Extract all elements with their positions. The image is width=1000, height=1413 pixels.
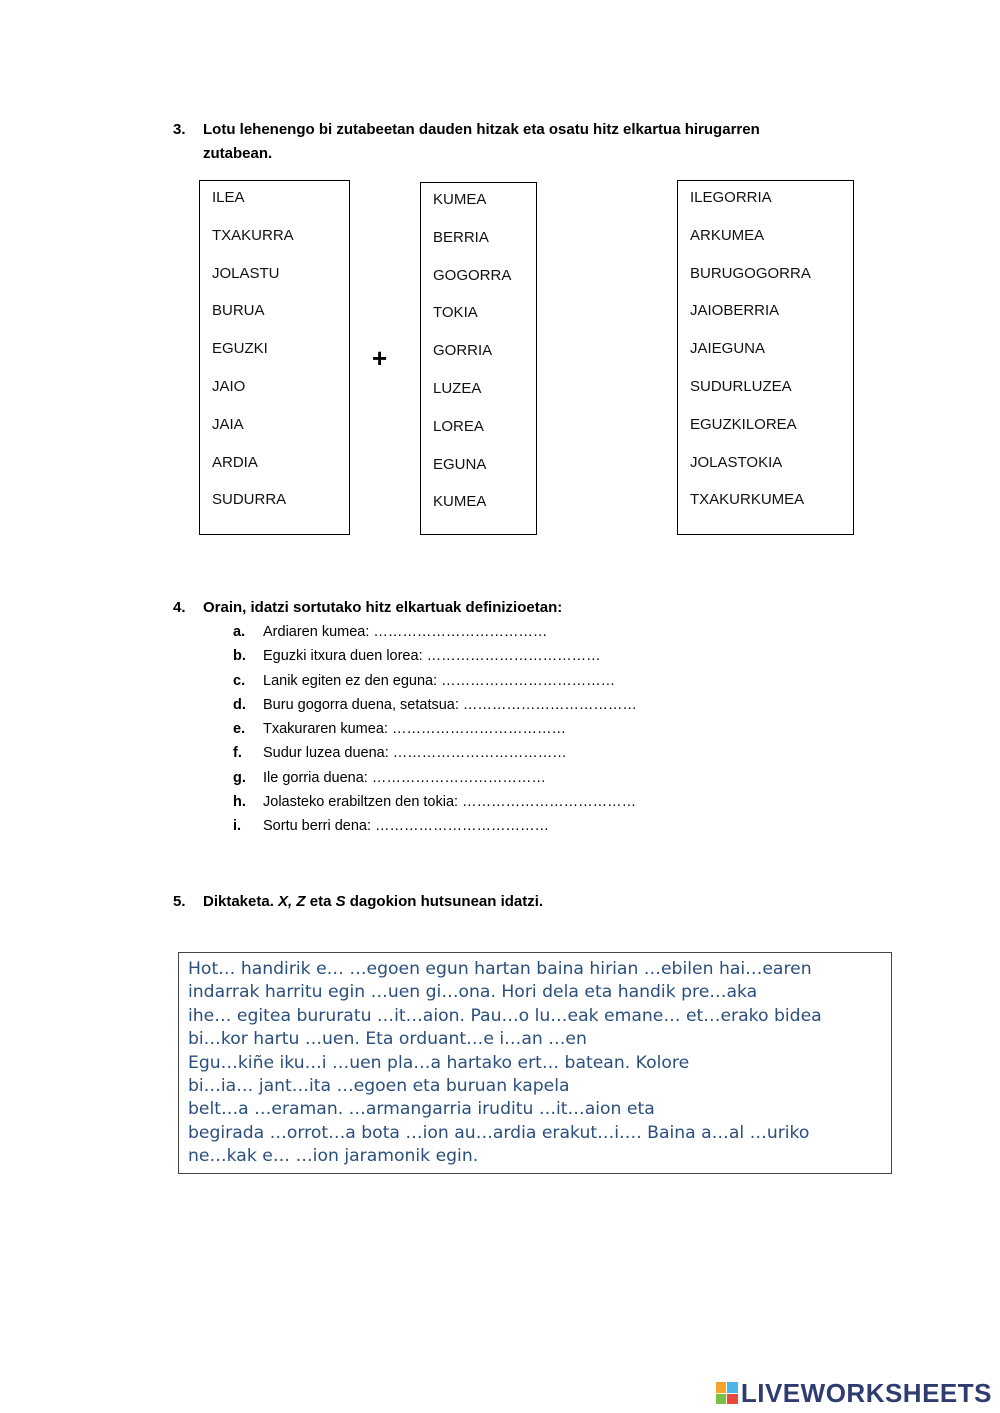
word-item: ARDIA bbox=[212, 453, 258, 471]
definition-text: Jolasteko erabiltzen den tokia: ……………………………… bbox=[263, 794, 637, 811]
word-item: LUZEA bbox=[433, 380, 482, 397]
definition-letter: a. bbox=[233, 624, 246, 640]
word-item: ARKUMEA bbox=[690, 226, 765, 244]
definition-item bbox=[233, 741, 637, 765]
definition-item bbox=[233, 620, 637, 644]
word-item: EGUZKI bbox=[212, 340, 268, 358]
definition-text: Lanik egiten ez den eguna: ……………………………… bbox=[263, 672, 616, 689]
word-item: JOLASTOKIA bbox=[690, 453, 783, 471]
dictation-line: ne…kak e… …ion jaramonik egin. bbox=[188, 1146, 479, 1167]
word-item: BURUA bbox=[212, 302, 265, 320]
dictation-line: indarrak harritu egin …uen gi…ona. Hori dela eta handik pre…aka bbox=[188, 982, 758, 1003]
question-text: Lotu lehenengo bi zutabeetan dauden hitzak eta osatu hitz elkartua hirugarren bbox=[203, 121, 760, 138]
word-column-second bbox=[420, 182, 537, 535]
word-item: TOKIA bbox=[433, 304, 478, 322]
logo-mark-square bbox=[727, 1394, 738, 1405]
definition-text: Ile gorria duena: ……………………………… bbox=[263, 769, 546, 786]
word-item: EGUZKILOREA bbox=[690, 415, 797, 433]
word-item: JAIA bbox=[212, 415, 244, 433]
definition-letter: f. bbox=[233, 745, 242, 762]
word-item: SUDURLUZEA bbox=[690, 378, 792, 395]
question-text: Diktaketa. X, Z eta S dagokion hutsunean idatzi. bbox=[203, 893, 544, 910]
word-item: JAIEGUNA bbox=[690, 340, 766, 358]
definition-letter: c. bbox=[233, 672, 246, 689]
word-item: TXAKURRA bbox=[212, 226, 294, 244]
plus-sign: + bbox=[372, 343, 388, 373]
definition-item bbox=[233, 790, 637, 814]
dictation-line: ihe… egitea bururatu …it…aion. Pau…o lu…eak emane… et…erako bidea bbox=[188, 1005, 822, 1026]
word-item: BERRIA bbox=[433, 228, 489, 246]
logo-text: LIVEWORKSHEETS bbox=[740, 1377, 992, 1408]
logo-mark-square bbox=[716, 1394, 727, 1405]
definition-item bbox=[233, 766, 637, 790]
dictation-line: Egu…kiñe iku…i …uen pla…a hartako ert… batean. Kolore bbox=[188, 1052, 690, 1073]
word-item: JAIO bbox=[212, 378, 246, 395]
word-item: TXAKURKUMEA bbox=[690, 491, 805, 509]
liveworksheets-logo bbox=[716, 1378, 992, 1408]
word-item: ILEGORRIA bbox=[690, 189, 772, 206]
definition-letter: i. bbox=[233, 818, 242, 835]
dictation-text-box bbox=[178, 952, 892, 1174]
word-item: KUMEA bbox=[433, 493, 487, 511]
dictation-line: belt…a …eraman. …armangarria iruditu …it…aion eta bbox=[188, 1099, 655, 1120]
word-item: SUDURRA bbox=[212, 491, 287, 509]
definition-letter: h. bbox=[233, 794, 246, 811]
word-column-compound bbox=[677, 180, 854, 535]
definition-item bbox=[233, 669, 637, 693]
definition-text: Buru gogorra duena, setatsua: ……………………………… bbox=[263, 696, 637, 713]
question-5-heading bbox=[173, 890, 773, 914]
definition-item bbox=[233, 717, 637, 741]
definition-letter: g. bbox=[233, 769, 246, 786]
definition-letter: b. bbox=[233, 648, 246, 665]
definition-text: Sudur luzea duena: ……………………………… bbox=[263, 745, 567, 762]
definition-text: Ardiaren kumea: ……………………………… bbox=[263, 624, 548, 640]
dictation-line: Hot… handirik e… …egoen egun hartan baina hirian …ebilen hai…earen bbox=[188, 959, 812, 979]
word-item: JAIOBERRIA bbox=[690, 302, 780, 320]
definition-text: Sortu berri dena: ……………………………… bbox=[263, 818, 550, 835]
question-number: 5. bbox=[173, 893, 186, 910]
definition-letter: e. bbox=[233, 721, 246, 738]
question-text: Orain, idatzi sortutako hitz elkartuak definizioetan: bbox=[203, 599, 563, 616]
word-item: GORRIA bbox=[433, 342, 493, 360]
definition-item bbox=[233, 644, 637, 668]
word-item: JOLASTU bbox=[212, 264, 280, 282]
dictation-line: begirada …orrot…a bota …ion au…ardia erakut…i…. Baina a…al …uriko bbox=[188, 1122, 810, 1143]
question-text-continued: zutabean. bbox=[203, 145, 273, 162]
definition-letter: d. bbox=[233, 696, 246, 713]
dictation-line: bi…ia… jant…ita …egoen eta buruan kapela bbox=[188, 1076, 570, 1097]
word-column-first bbox=[199, 180, 350, 535]
definition-text: Txakuraren kumea: ……………………………… bbox=[263, 721, 566, 738]
definition-item bbox=[233, 814, 637, 838]
logo-mark-square bbox=[716, 1382, 727, 1393]
logo-mark-square bbox=[727, 1382, 738, 1393]
word-item: ILEA bbox=[212, 189, 245, 206]
word-item: EGUNA bbox=[433, 455, 487, 473]
definitions-list bbox=[233, 620, 637, 839]
logo-mark-icon bbox=[716, 1382, 738, 1404]
question-number: 4. bbox=[173, 599, 186, 616]
dictation-line: bi…kor hartu …uen. Eta orduant…e i…an …en bbox=[188, 1029, 587, 1050]
question-3-heading bbox=[173, 118, 853, 168]
word-item: LOREA bbox=[433, 417, 484, 435]
word-item: GOGORRA bbox=[433, 266, 512, 284]
question-4-heading bbox=[173, 596, 773, 620]
word-item: BURUGOGORRA bbox=[690, 264, 811, 282]
definition-text: Eguzki itxura duen lorea: ……………………………… bbox=[263, 648, 601, 665]
question-number: 3. bbox=[173, 121, 186, 138]
word-item: KUMEA bbox=[433, 191, 487, 208]
definition-item bbox=[233, 693, 637, 717]
